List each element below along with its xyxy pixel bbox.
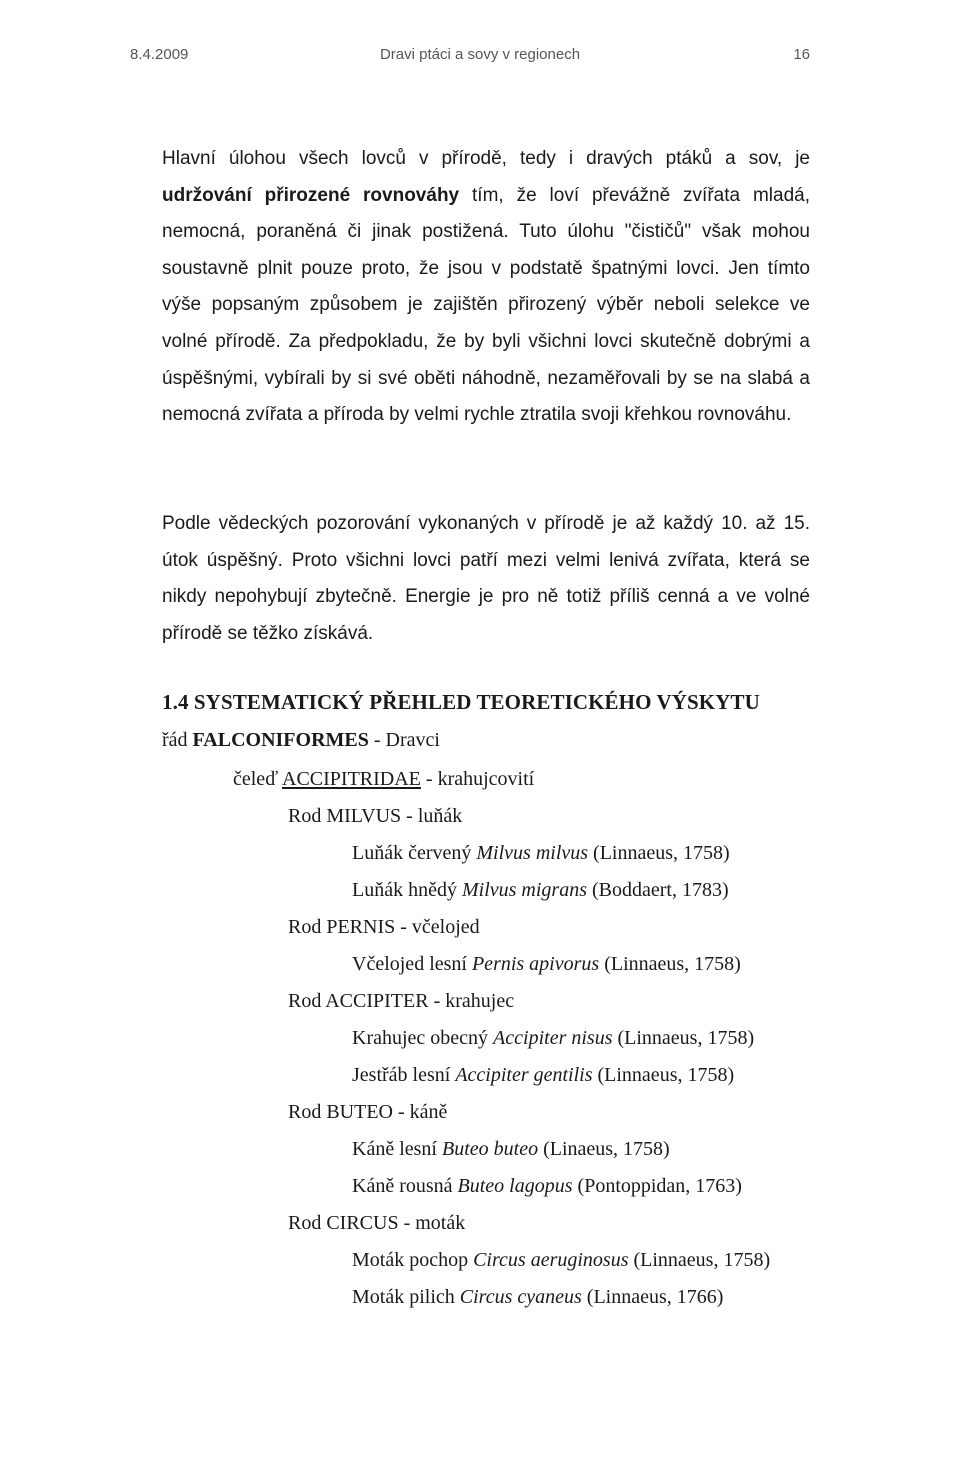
- species-latin-name: Circus cyaneus: [459, 1286, 582, 1308]
- species-common-name: Luňák červený: [352, 842, 477, 864]
- species-author: (Linnaeus, 1758): [599, 953, 741, 975]
- order-name: FALCONIFORMES: [192, 729, 369, 751]
- species-line: [352, 1138, 670, 1161]
- genus-accipiter: Rod ACCIPITER - krahujec: [288, 990, 515, 1012]
- species-latin-name: Accipiter nisus: [493, 1027, 613, 1049]
- header-title: Dravi ptáci a sovy v regionech: [379, 46, 581, 63]
- species-common-name: Luňák hnědý: [352, 879, 462, 901]
- species-line: [352, 879, 729, 902]
- species-common-name: Krahujec obecný: [352, 1027, 494, 1049]
- species-common-name: Moták pilich: [352, 1286, 460, 1308]
- family-name: ACCIPITRIDAE: [282, 768, 421, 790]
- section-heading: 1.4 SYSTEMATICKÝ PŘEHLED TEORETICKÉHO VÝSKYTU: [162, 690, 760, 714]
- genus-buteo: Rod BUTEO - káně: [288, 1101, 448, 1123]
- order-suffix: - Dravci: [368, 729, 440, 751]
- order-line: [162, 729, 440, 752]
- family-line: [233, 768, 534, 791]
- species-line: [352, 1064, 734, 1087]
- genus-circus: Rod CIRCUS - moták: [288, 1212, 466, 1234]
- species-author: (Boddaert, 1783): [586, 879, 729, 901]
- page-header: [0, 46, 960, 70]
- species-latin-name: Buteo buteo: [441, 1138, 539, 1160]
- species-author: (Linnaeus, 1758): [592, 1064, 735, 1086]
- family-prefix: čeleď: [233, 768, 283, 790]
- species-author: (Linnaeus, 1758): [628, 1249, 771, 1271]
- species-common-name: Káně lesní: [352, 1138, 442, 1160]
- species-line: [352, 842, 730, 865]
- paragraph1-bold: udržování přirozené rovnováhy: [162, 184, 460, 206]
- species-latin-name: Buteo lagopus: [457, 1175, 573, 1197]
- species-latin-name: Circus aeruginosus: [473, 1249, 629, 1271]
- species-latin-name: Pernis apivorus: [471, 953, 600, 975]
- paragraph1-text-a: Hlavní úlohou všech lovců v přírodě, tedy i dravých ptáků a sov, je: [162, 148, 810, 169]
- species-latin-name: Milvus milvus: [476, 842, 589, 864]
- species-author: (Linnaeus, 1758): [612, 1027, 755, 1049]
- species-author: (Linnaeus, 1758): [588, 842, 730, 864]
- species-author: (Linaeus, 1758): [538, 1138, 670, 1160]
- order-prefix: řád: [162, 729, 193, 751]
- family-suffix: - krahujcovití: [420, 768, 535, 790]
- genus-pernis: Rod PERNIS - včelojed: [288, 916, 480, 938]
- species-latin-name: Milvus migrans: [461, 879, 587, 901]
- species-common-name: Káně rousná: [352, 1175, 458, 1197]
- species-line: [352, 1175, 742, 1198]
- species-common-name: Moták pochop: [352, 1249, 474, 1271]
- page-number: 16: [793, 46, 810, 63]
- species-line: [352, 1027, 754, 1050]
- paragraph-hunting-success: Podle vědeckých pozorování vykonaných v přírodě je až každý 10. až 15. útok úspěšný. Proto všichni lovci patří mezi velmi lenivá zvířata, která se nikdy nepohybují zbytečně. Energie je pro ně totiž příliš cenná a ve volné přírodě se těžko získává.: [162, 513, 810, 644]
- genus-milvus: Rod MILVUS - luňák: [288, 805, 463, 827]
- header-date: 8.4.2009: [130, 46, 189, 63]
- species-latin-name: Accipiter gentilis: [455, 1064, 593, 1086]
- paragraph-predators-role: [162, 141, 810, 434]
- species-line: [352, 953, 741, 976]
- species-line: [352, 1249, 770, 1272]
- species-author: (Pontoppidan, 1763): [572, 1175, 742, 1197]
- species-common-name: Jestřáb lesní: [352, 1064, 456, 1086]
- paragraph1-text-b: tím, že loví převážně zvířata mladá, nemocná, poraněná či jinak postižená. Tuto úlohu "čističů" však mohou soustavně plnit pouze proto, že jsou v podstatě špatnými lovci. Jen tímto výše popsaným způsobem je zajištěn přirozený výběr neboli selekce ve volné přírodě. Za předpokladu, že by byli všichni lovci skutečně dobrými a úspěšnými, vybírali by si své oběti náhodně, nezaměřovali by se na slabá a nemocná zvířata a příroda by velmi rychle ztratila svoji křehkou rovnováhu.: [162, 184, 810, 426]
- species-common-name: Včelojed lesní: [352, 953, 472, 975]
- species-line: [352, 1286, 723, 1309]
- species-author: (Linnaeus, 1766): [581, 1286, 724, 1308]
